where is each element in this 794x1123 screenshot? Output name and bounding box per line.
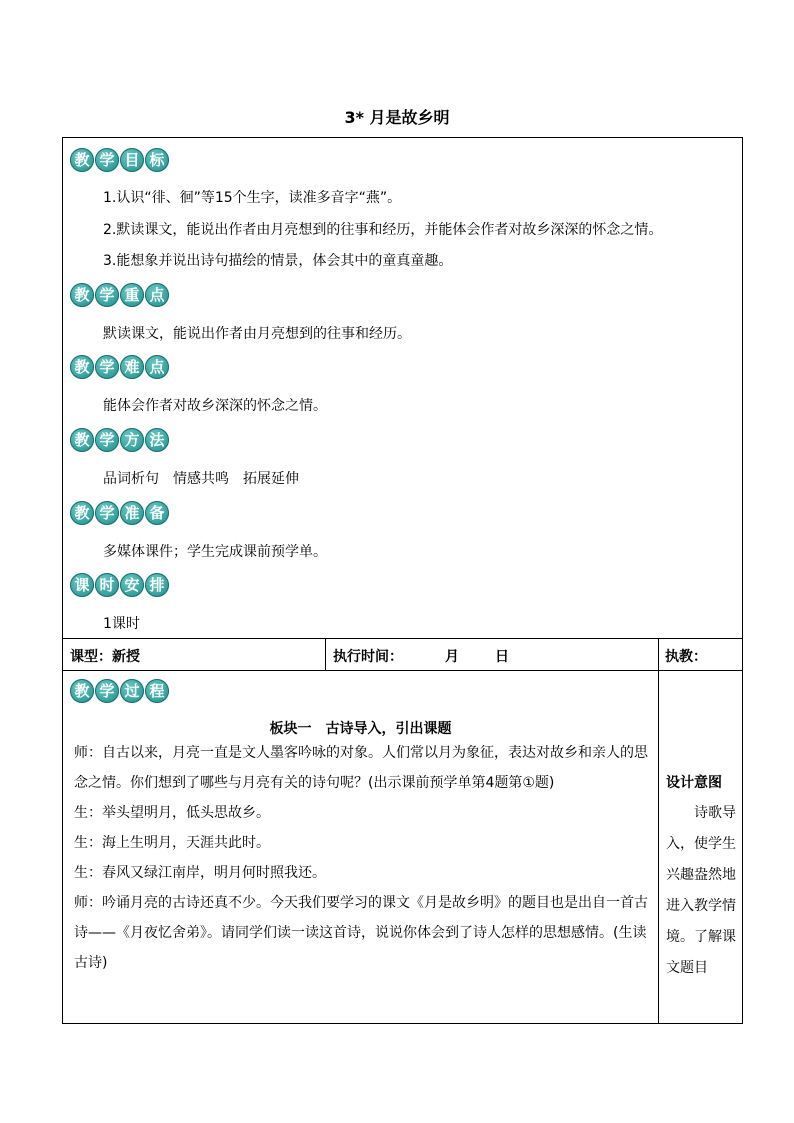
paragraph-student-1: 生：举头望明月，低头思故乡。 (74, 805, 270, 821)
lesson-type: 课型：新授 (70, 649, 140, 665)
preparation-line: 多媒体课件；学生完成课前预学单。 (103, 544, 327, 560)
teacher-label: 执教： (665, 649, 707, 665)
month-label: 月 (445, 649, 459, 665)
document-title: 3* 月是故乡明 (344, 108, 450, 127)
badge-char: 重 (120, 283, 144, 307)
badge-char: 教 (70, 148, 94, 172)
badge-char: 过 (120, 679, 144, 703)
badge-char: 学 (95, 355, 119, 379)
badge-char: 学 (95, 148, 119, 172)
badge-char: 时 (95, 573, 119, 597)
badge-char: 备 (145, 501, 169, 525)
badge-char: 准 (120, 501, 144, 525)
badge-char: 点 (145, 283, 169, 307)
methods-line: 品词析句 情感共鸣 拓展延伸 (103, 471, 299, 487)
badge-char: 教 (70, 679, 94, 703)
paragraph-student-3: 生：春风又绿江南岸，明月何时照我还。 (74, 865, 326, 881)
column-divider (325, 638, 326, 670)
badge-char: 教 (70, 355, 94, 379)
section-badge-goals (70, 148, 169, 172)
badge-char: 教 (70, 501, 94, 525)
badge-char: 教 (70, 283, 94, 307)
schedule-line: 1课时 (103, 616, 140, 632)
section-badge-key-points (70, 283, 169, 307)
row-divider (63, 638, 742, 639)
badge-char: 学 (95, 283, 119, 307)
badge-char: 程 (145, 679, 169, 703)
badge-char: 目 (120, 148, 144, 172)
badge-char: 教 (70, 428, 94, 452)
badge-char: 标 (145, 148, 169, 172)
day-label: 日 (495, 649, 509, 665)
goal-line-2: 2.默读课文，能说出作者由月亮想到的往事和经历，并能体会作者对故乡深深的怀念之情。 (103, 222, 663, 238)
column-divider (658, 638, 659, 1023)
badge-char: 法 (145, 428, 169, 452)
section-badge-difficulties (70, 355, 169, 379)
badge-char: 安 (120, 573, 144, 597)
lesson-plan-table (62, 137, 743, 1024)
section-badge-methods (70, 428, 169, 452)
goal-line-3: 3.能想象并说出诗句描绘的情景，体会其中的童真童趣。 (103, 253, 453, 269)
badge-char: 难 (120, 355, 144, 379)
key-point-line: 默读课文，能说出作者由月亮想到的往事和经历。 (103, 326, 411, 342)
row-divider (63, 670, 742, 671)
section-badge-preparation (70, 501, 169, 525)
section-badge-process (70, 679, 169, 703)
difficulty-line: 能体会作者对故乡深深的怀念之情。 (103, 398, 327, 414)
badge-char: 排 (145, 573, 169, 597)
block-title: 板块一 古诗导入，引出课题 (269, 721, 452, 737)
badge-char: 方 (120, 428, 144, 452)
paragraph-teacher-2: 师：吟诵月亮的古诗还真不少。今天我们要学习的课文《月是故乡明》的题目也是出自一首古诗——《月夜忆舍弟》。请同学们读一读这首诗，说说你体会到了诗人怎样的思想感情。(生读古诗) (74, 895, 648, 971)
badge-char: 课 (70, 573, 94, 597)
goal-line-1: 1.认识“徘、徊”等15个生字，读准多音字“燕”。 (103, 190, 402, 206)
badge-char: 学 (95, 501, 119, 525)
execution-time-label: 执行时间： (333, 649, 403, 665)
paragraph-teacher-1: 师：自古以来，月亮一直是文人墨客吟咏的对象。人们常以月为象征，表达对故乡和亲人的思念之情。你们想到了哪些与月亮有关的诗句呢？(出示课前预学单第4题第①题) (74, 745, 648, 791)
paragraph-student-2: 生：海上生明月，天涯共此时。 (74, 835, 270, 851)
design-intent-label: 设计意图 (666, 775, 722, 791)
process-body (63, 738, 658, 978)
design-intent-text: 诗歌导入，使学生兴趣盎然地进入教学情境。了解课文题目 (666, 805, 736, 976)
badge-char: 学 (95, 679, 119, 703)
badge-char: 学 (95, 428, 119, 452)
badge-char: 点 (145, 355, 169, 379)
section-badge-schedule (70, 573, 169, 597)
